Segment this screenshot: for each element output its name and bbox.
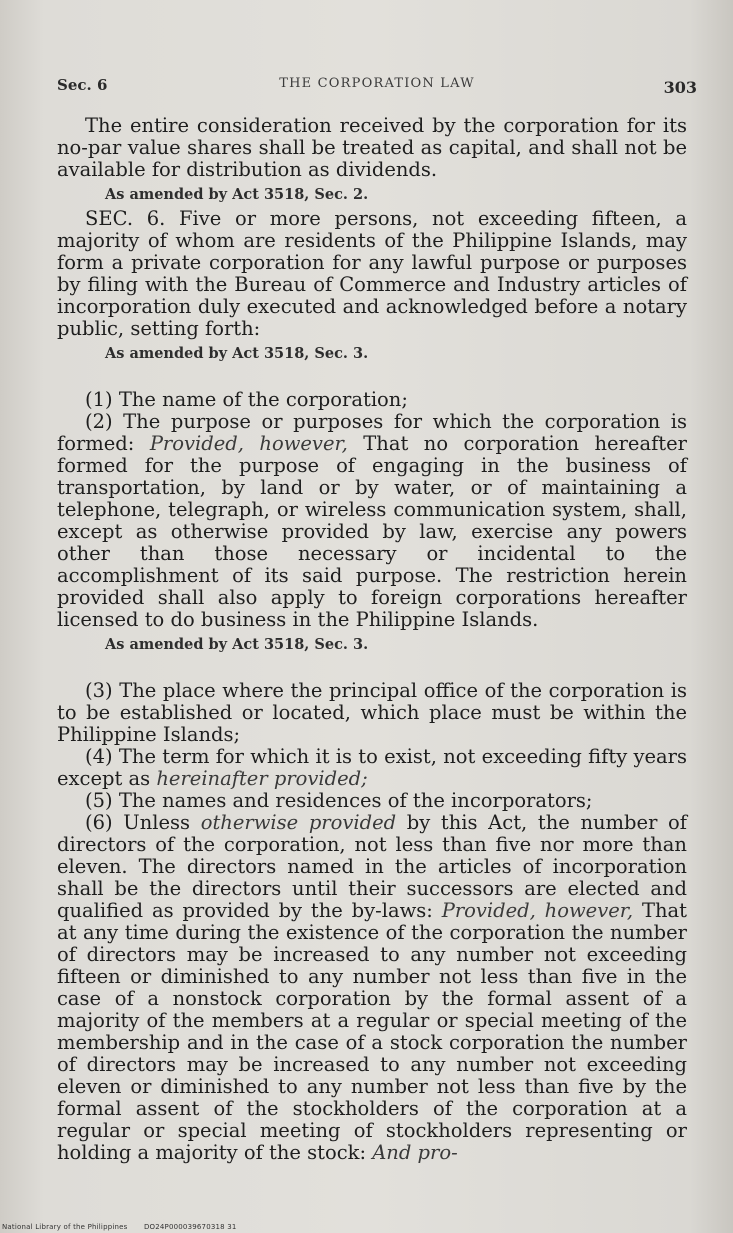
list-item-incorporators: (5) The names and residences of the incorporators; [85, 789, 593, 812]
list-item-directors [57, 812, 687, 1164]
paragraph-section-6: SEC. 6. Five or more persons, not exceeding fifteen, a majority of whom are residents of the Philippine Islands, may form a private corporation for any lawful purpose or purposes by filing with the Bureau of Commerce and Industry articles of incorporation duly executed and acknowledged before a notary public, setting forth: [57, 207, 687, 340]
italic-text: hereinafter provided; [156, 767, 368, 790]
header-section: Sec. 6 [57, 76, 108, 94]
amendment-note: As amended by Act 3518, Sec. 3. [105, 345, 369, 362]
scan-footer [2, 1223, 251, 1231]
amendment-note: As amended by Act 3518, Sec. 2. [105, 186, 369, 203]
text-run: (4) The term for which it is to exist, not exceeding fifty years except as [57, 745, 687, 790]
amendment-note: As amended by Act 3518, Sec. 3. [105, 636, 369, 653]
italic-text: Provided, however, [441, 899, 634, 922]
italic-text: otherwise provided [200, 811, 397, 834]
list-item-name: (1) The name of the corporation; [85, 388, 408, 411]
list-item-purpose [57, 411, 687, 631]
document-body [57, 115, 687, 1164]
text-run: by this Act, the number of directors of the corporation, not less than five nor more than eleven. The directors named in the articles of incorporation shall be the directors until their successors are elected and qualified as provided by the by-laws: [57, 811, 687, 922]
list-item-term [57, 746, 687, 790]
text-run: (6) Unless [85, 811, 201, 834]
text-run: (2) The purpose or purposes for which the corporation is formed: [57, 410, 687, 455]
paragraph-consideration: The entire consideration received by the corporation for its no-par value shares shall be treated as capital, and shall not be available for distribution as dividends. [57, 114, 687, 181]
text-run: That no corporation hereafter formed for the purpose of engaging in the business of transportation, by land or by water, or of maintaining a telephone, telegraph, or wireless communication system, shall, except as otherwise provided by law, exercise any powers other than those necessary or incidental to the accomplishment of its said purpose. The restriction herein provided shall also apply to foreign corporations hereafter licensed to do business in the Philippine Islands. [57, 432, 687, 631]
running-header [57, 76, 697, 100]
header-title: THE CORPORATION LAW [279, 76, 475, 91]
list-item-principal-office: (3) The place where the principal office of the corporation is to be established or located, which place must be within the Philippine Islands; [57, 679, 687, 746]
italic-text: And pro- [372, 1141, 458, 1164]
page-number: 303 [663, 78, 697, 97]
text-run: That at any time during the existence of the corporation the number of directors may be increased to any number not exceeding fifteen or diminished to any number not less than five in the case of a nonstock corporation by the formal assent of a majority of the members at a regular or special meeting of the membership and in the case of a stock corporation the number of directors may be increased to any number not exceeding eleven or diminished to any number not less than five by the formal assent of the stockholders of the corporation at a regular or special meeting of stockholders representing or holding a majority of the stock: [57, 899, 687, 1164]
scan-code: DO24P000039670318 31 [143, 1223, 237, 1231]
library-credit: National Library of the Philippines [2, 1223, 128, 1231]
italic-text: Provided, however, [149, 432, 348, 455]
